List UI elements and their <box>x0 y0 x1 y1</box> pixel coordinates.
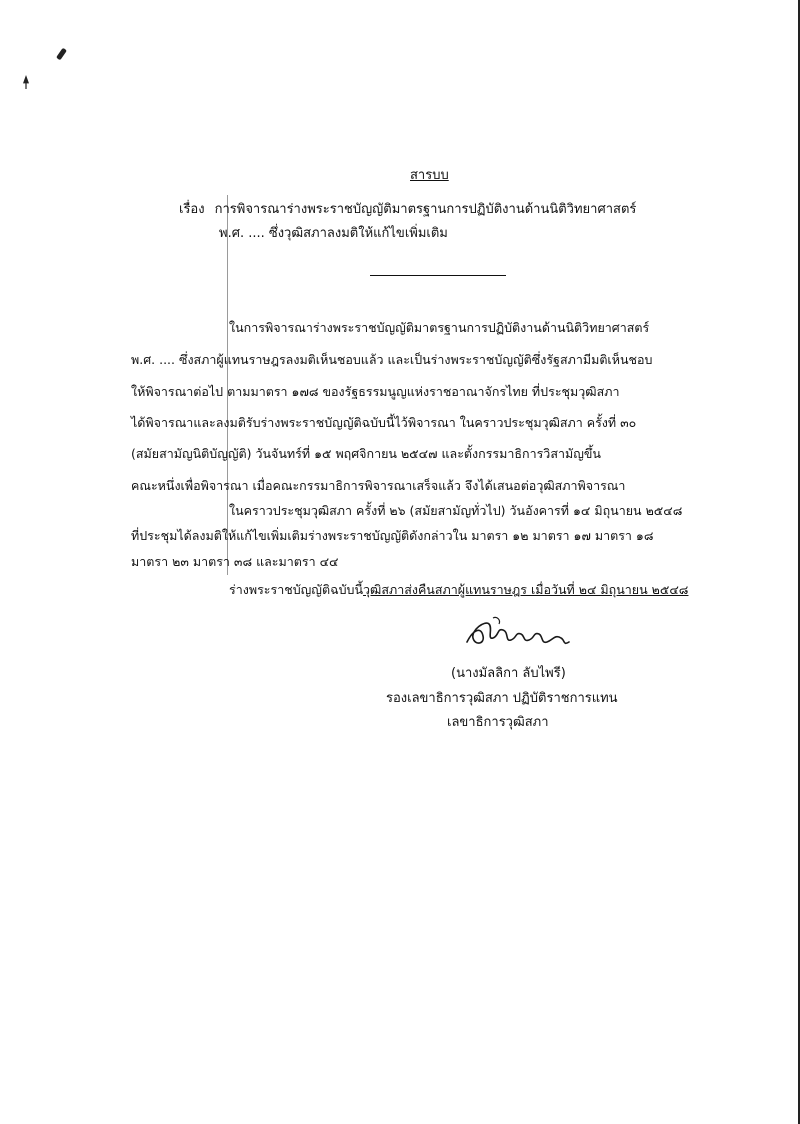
body-line: ในการพิจารณาร่างพระราชบัญญัติมาตรฐานการปฏิบัติงานด้านนิติวิทยาศาสตร์ <box>229 320 650 335</box>
divider <box>370 275 506 276</box>
closing-underlined: วุฒิสภาส่งคืนสภาผู้แทนราษฎร เมื่อวันที่ ๒๔ มิถุนายน ๒๕๔๘ <box>363 582 689 597</box>
body-line: คณะหนึ่งเพื่อพิจารณา เมื่อคณะกรรมาธิการพิจารณาเสร็จแล้ว จึงได้เสนอต่อวุฒิสภาพิจารณา <box>131 478 626 493</box>
signer-name: (นางมัลลิกา ลับไพรี) <box>451 666 566 681</box>
body-line: (สมัยสามัญนิติบัญญัติ) วันจันทร์ที่ ๑๕ พฤศจิกายน ๒๕๔๗ และตั้งกรรมาธิการวิสามัญขึ้น <box>131 446 601 461</box>
closing-line <box>229 580 688 600</box>
subject-line-continued: พ.ศ. .... ซึ่งวุฒิสภาลงมติให้แก้ไขเพิ่มเติม <box>219 226 448 241</box>
body-line: พ.ศ. .... ซึ่งสภาผู้แทนราษฎรลงมติเห็นชอบแล้ว และเป็นร่างพระราชบัญญัติซึ่งรัฐสภามีมติเห็นชอบ <box>131 352 653 367</box>
signature <box>463 612 573 652</box>
body-line: มาตรา ๒๓ มาตรา ๓๘ และมาตรา ๔๔ <box>131 554 339 569</box>
scan-mark <box>56 48 67 61</box>
signer-position: รองเลขาธิการวุฒิสภา ปฏิบัติราชการแทน <box>386 691 618 706</box>
body-line: ในคราวประชุมวุฒิสภา ครั้งที่ ๒๖ (สมัยสามัญทั่วไป) วันอังคารที่ ๑๔ มิถุนายน ๒๕๔๘ <box>229 503 683 518</box>
document-title: สารบบ <box>410 168 449 183</box>
subject-text: การพิจารณาร่างพระราชบัญญัติมาตรฐานการปฏิบัติงานด้านนิติวิทยาศาสตร์ <box>214 202 637 217</box>
body-line: ที่ประชุมได้ลงมติให้แก้ไขเพิ่มเติมร่างพระราชบัญญัติดังกล่าวใน มาตรา ๑๒ มาตรา ๑๗ มาตรา ๑๘ <box>131 528 654 543</box>
closing-prefix: ร่างพระราชบัญญัติฉบับนี้ <box>229 582 364 597</box>
body-line: ให้พิจารณาต่อไป ตามมาตรา ๑๗๘ ของรัฐธรรมนูญแห่งราชอาณาจักรไทย ที่ประชุมวุฒิสภา <box>131 384 620 399</box>
body-line: ได้พิจารณาและลงมติรับร่างพระราชบัญญัติฉบับนี้ไว้พิจารณา ในคราวประชุมวุฒิสภา ครั้งที่ ๓๐ <box>131 415 637 430</box>
subject-label: เรื่อง <box>179 202 205 217</box>
scan-mark <box>23 75 29 89</box>
subject-line <box>179 198 636 219</box>
signer-position: เลขาธิการวุฒิสภา <box>447 715 549 730</box>
